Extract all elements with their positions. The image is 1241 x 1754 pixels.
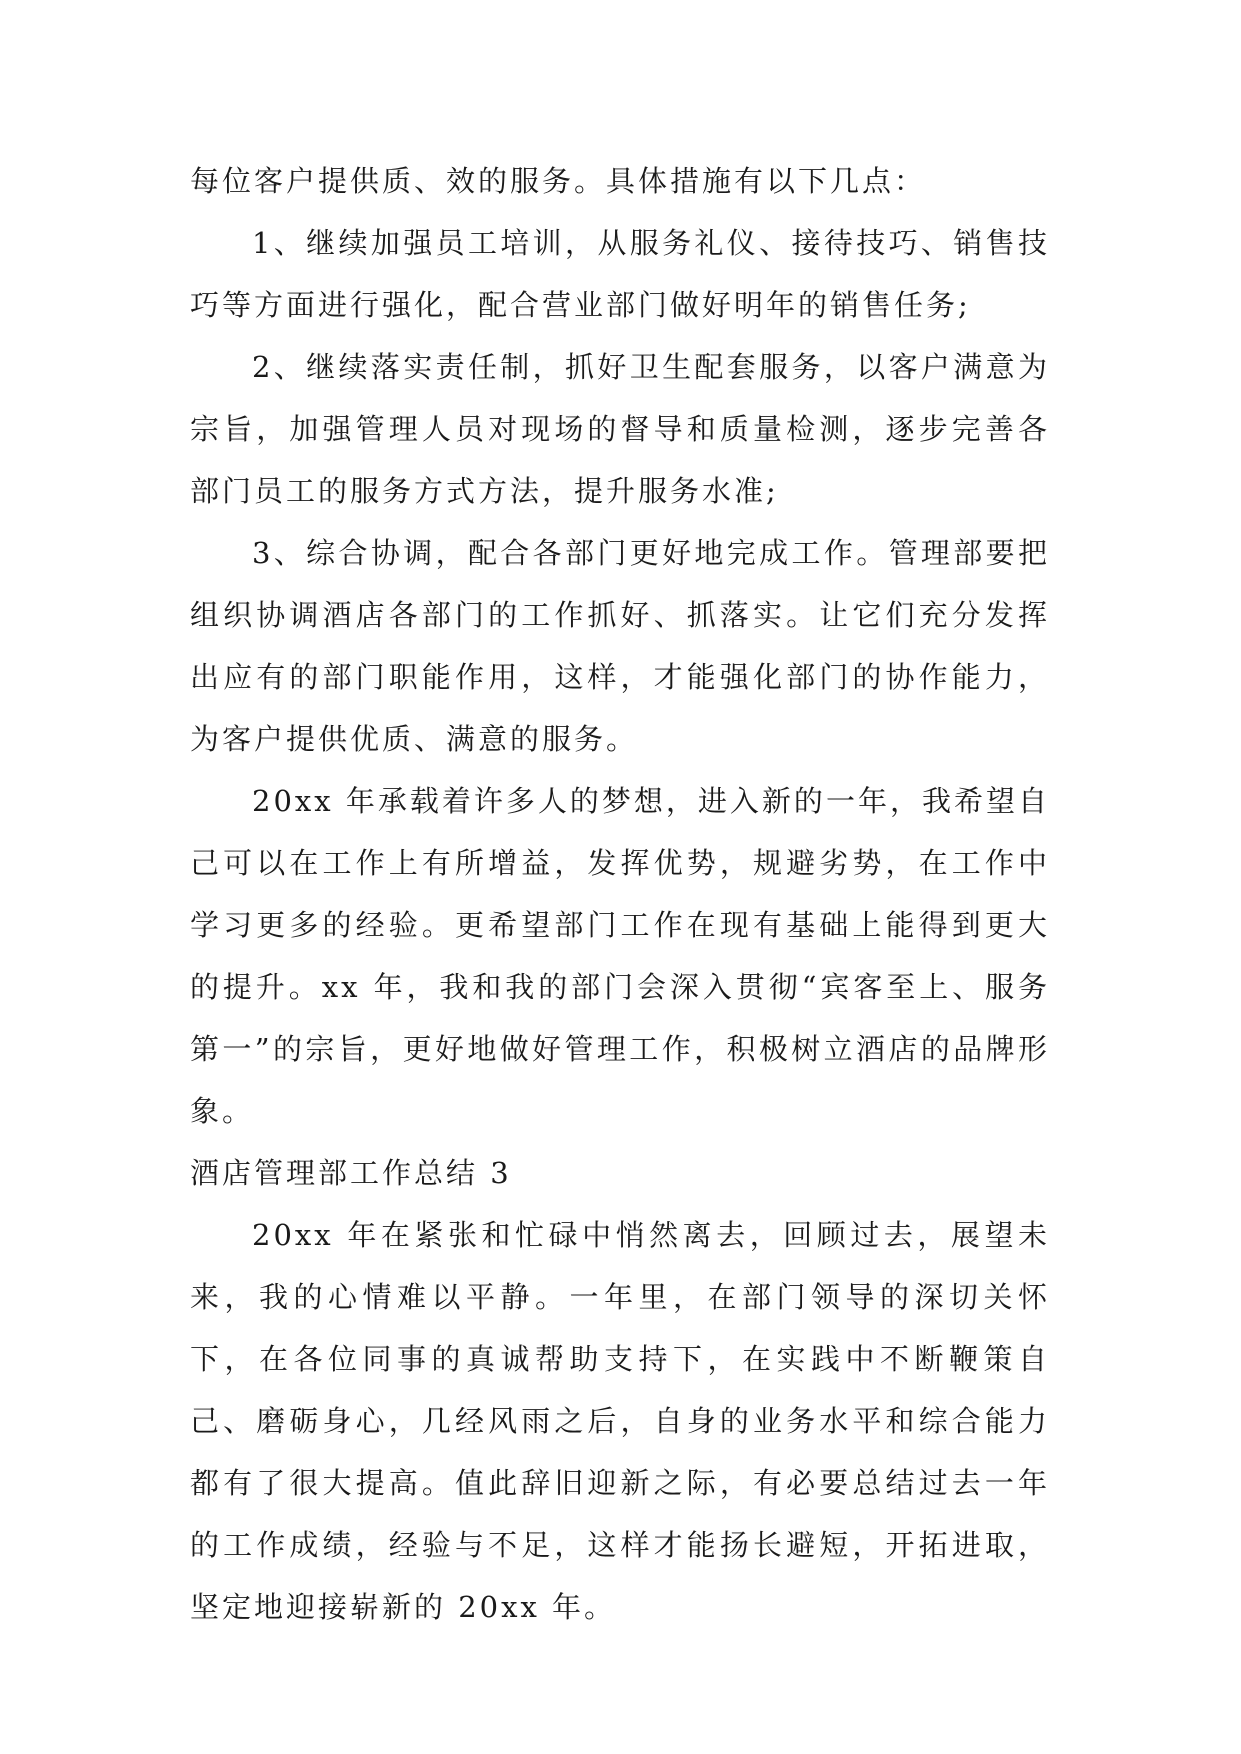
document-body <box>190 150 1050 1638</box>
paragraph-intro: 每位客户提供质、效的服务。具体措施有以下几点： <box>190 164 927 198</box>
paragraph-outlook: 20xx 年承载着许多人的梦想，进入新的一年，我希望自己可以在工作上有所增益，发挥优势，规避劣势，在工作中学习更多的经验。更希望部门工作在现有基础上能得到更大的提升。xx 年，我和我的部门会深入贯彻“宾客至上、服务第一”的宗旨，更好地做好管理工作，积极树立酒店的品牌形象。 <box>190 784 1050 1128</box>
section-heading: 酒店管理部工作总结 3 <box>190 1156 512 1190</box>
paragraph-section-intro: 20xx 年在紧张和忙碌中悄然离去，回顾过去，展望未来，我的心情难以平静。一年里，在部门领导的深切关怀下，在各位同事的真诚帮助支持下，在实践中不断鞭策自己、磨砺身心，几经风雨之后，自身的业务水平和综合能力都有了很大提高。值此辞旧迎新之际，有必要总结过去一年的工作成绩，经验与不足，这样才能扬长避短，开拓进取，坚定地迎接崭新的 20xx 年。 <box>190 1218 1050 1624</box>
paragraph-measure-3: 3、综合协调，配合各部门更好地完成工作。管理部要把组织协调酒店各部门的工作抓好、抓落实。让它们充分发挥出应有的部门职能作用，这样，才能强化部门的协作能力，为客户提供优质、满意的服务。 <box>190 536 1050 756</box>
paragraph-measure-2: 2、继续落实责任制，抓好卫生配套服务，以客户满意为宗旨，加强管理人员对现场的督导和质量检测，逐步完善各部门员工的服务方式方法，提升服务水准; <box>190 350 1050 508</box>
paragraph-measure-1: 1、继续加强员工培训，从服务礼仪、接待技巧、销售技巧等方面进行强化，配合营业部门做好明年的销售任务; <box>190 226 1050 322</box>
